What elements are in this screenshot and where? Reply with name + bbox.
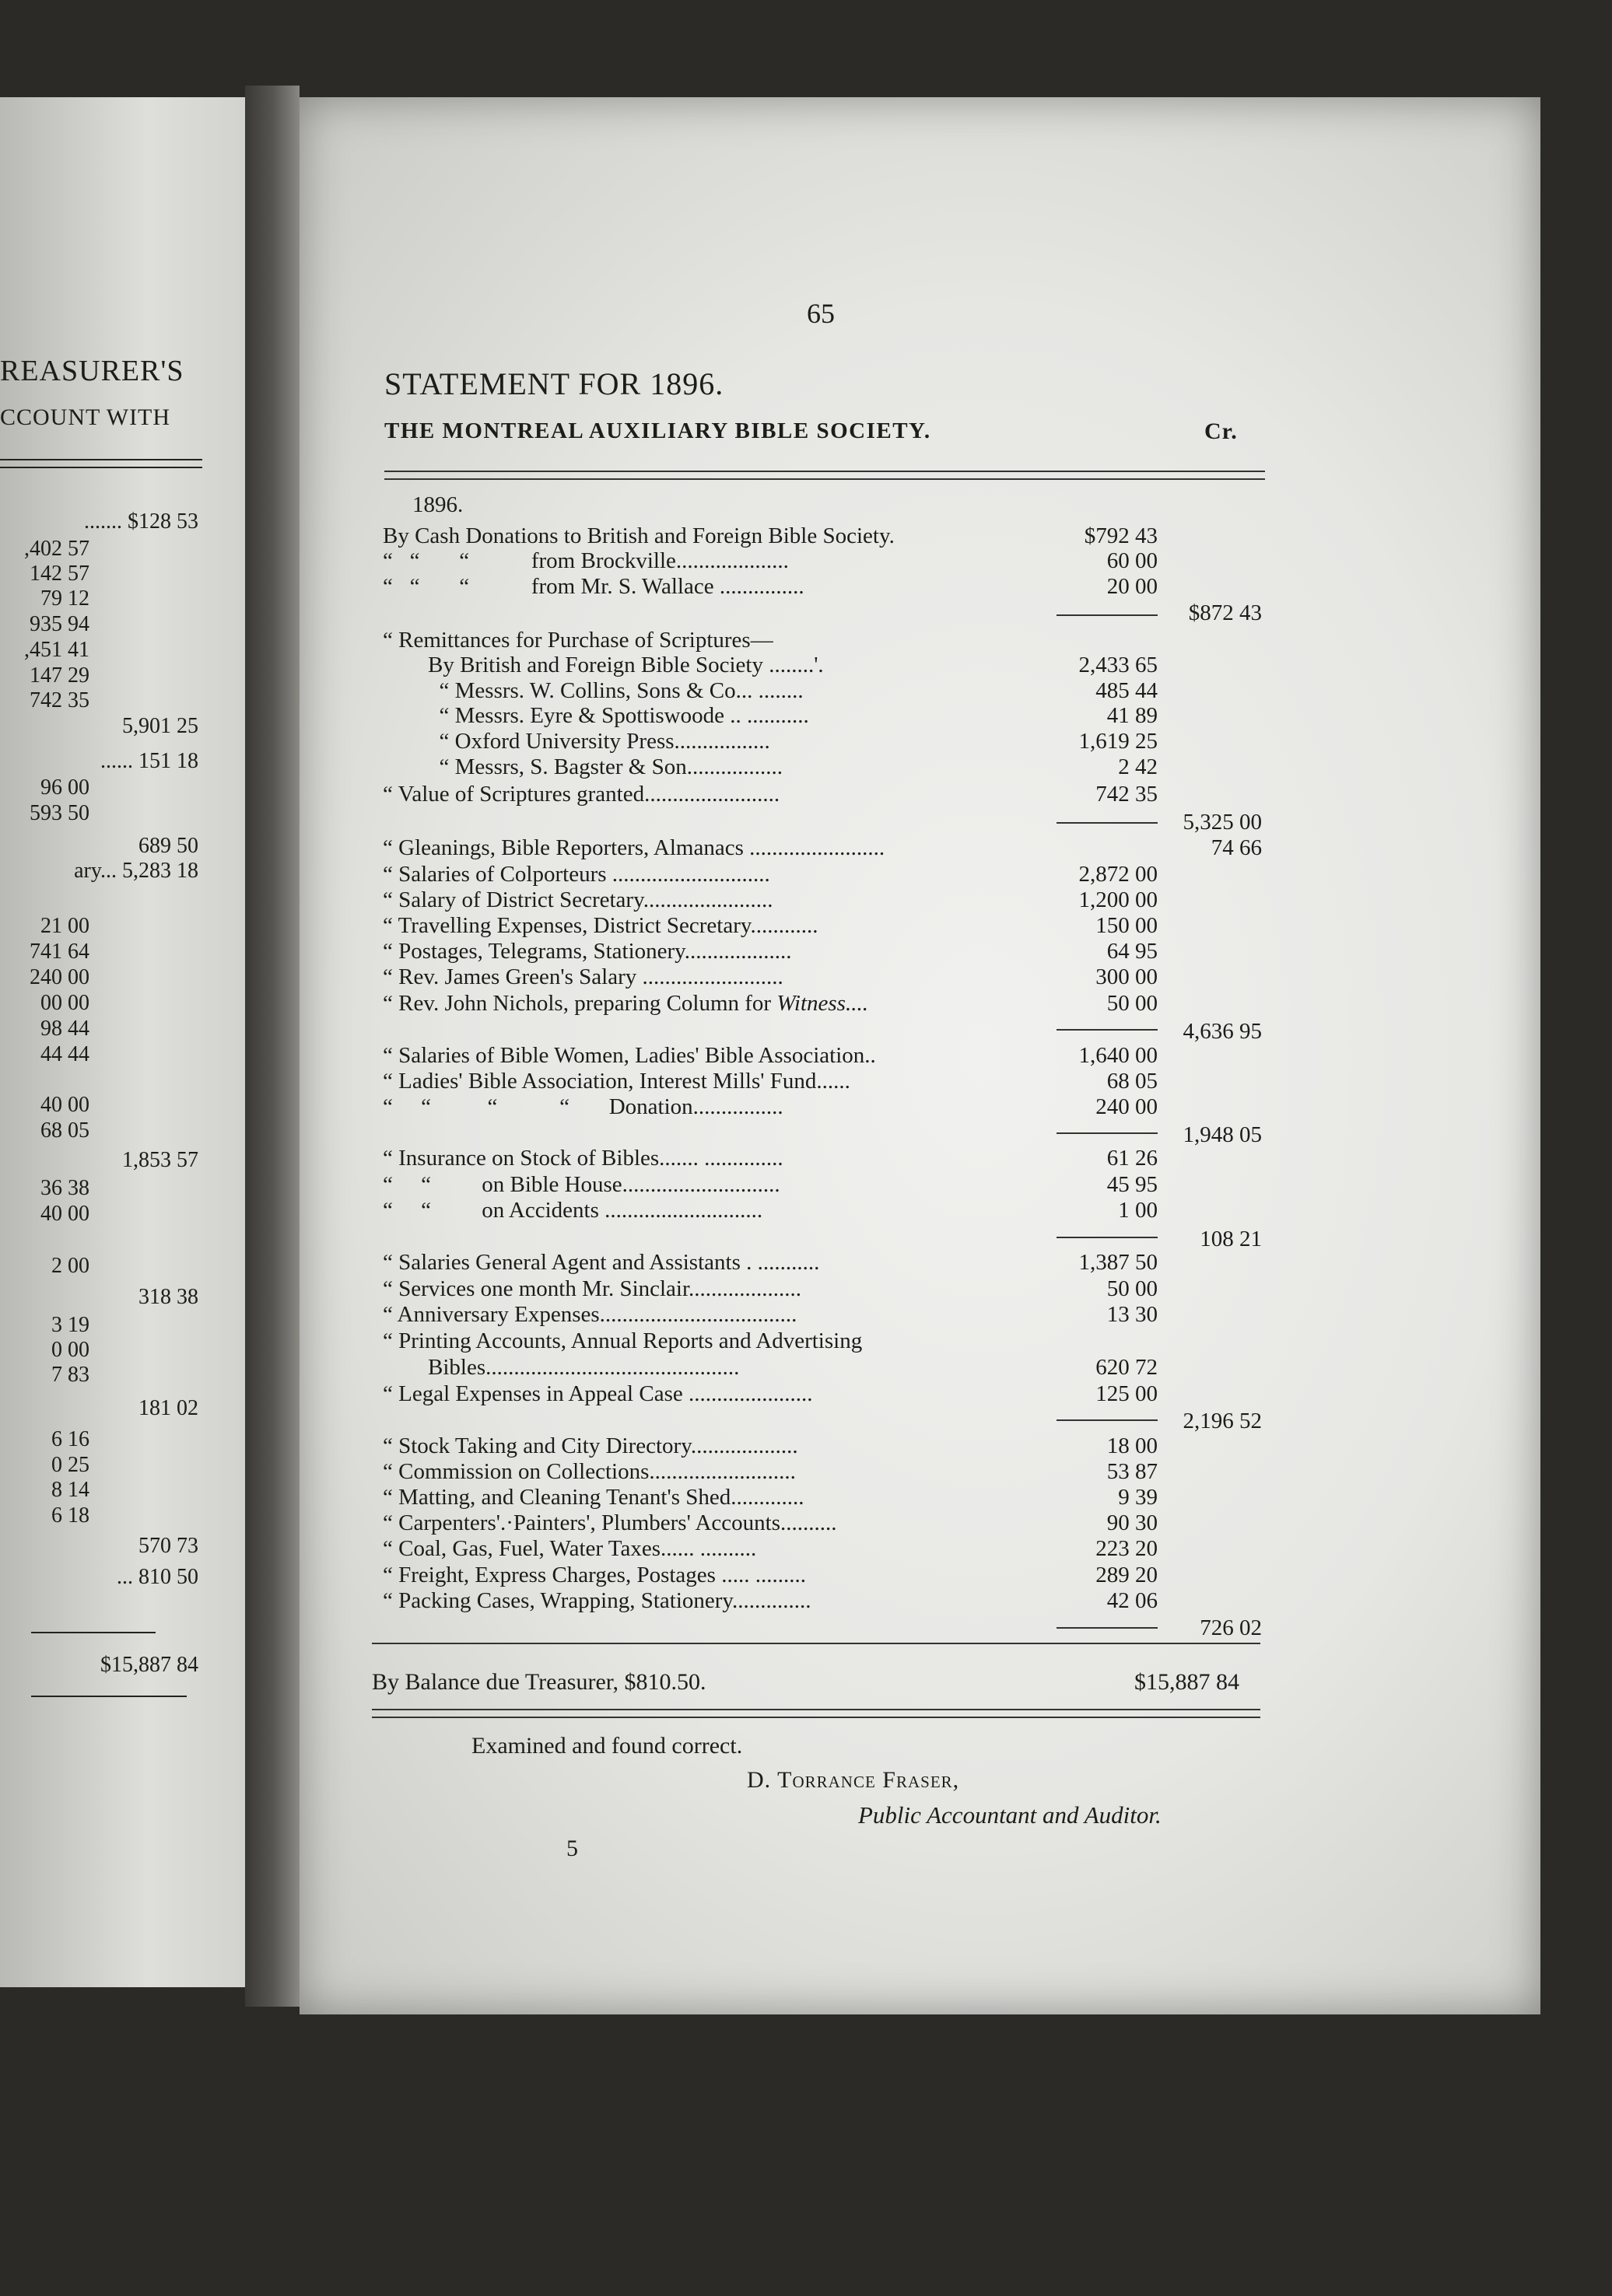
credit-label: Cr. xyxy=(1204,418,1238,444)
ledger-description: “ Packing Cases, Wrapping, Stationery.............. xyxy=(383,1588,811,1613)
left-page-line: 1,853 57 xyxy=(122,1148,198,1172)
header-rule xyxy=(384,478,1265,480)
ledger-row xyxy=(383,1068,1158,1094)
ledger-amount: 42 06 xyxy=(1106,1588,1158,1613)
section-total: 726 02 xyxy=(1200,1615,1262,1640)
left-page-line: ,451 41 xyxy=(24,638,89,662)
ledger-description: “ Freight, Express Charges, Postages ..... ......... xyxy=(383,1563,806,1587)
ledger-row xyxy=(383,1145,1158,1171)
ledger-description: “ Value of Scriptures granted........................ xyxy=(383,782,780,807)
ledger-description: “ “ on Bible House............................ xyxy=(383,1172,780,1197)
left-page-line: 00 00 xyxy=(40,991,89,1015)
ledger-row xyxy=(383,1433,1158,1459)
ledger-row xyxy=(383,1562,1158,1588)
ledger-description: “ “ on Accidents ............................ xyxy=(383,1198,763,1223)
left-total-rule xyxy=(31,1696,187,1697)
left-page-fragment xyxy=(0,97,245,1987)
section-total: $872 43 xyxy=(1188,600,1262,625)
left-page-line: 318 38 xyxy=(138,1285,198,1309)
ledger-description: “ Ladies' Bible Association, Interest Mills' Fund...... xyxy=(383,1069,850,1094)
ledger-row xyxy=(383,1381,1158,1407)
ledger-amount: 150 00 xyxy=(1095,913,1158,938)
ledger-amount: 2,872 00 xyxy=(1078,862,1158,887)
ledger-description: “ Oxford University Press................. xyxy=(383,729,770,754)
section-total: 4,636 95 xyxy=(1183,1019,1262,1044)
ledger-description: “ Legal Expenses in Appeal Case ...................... xyxy=(383,1381,813,1406)
ledger-row xyxy=(383,677,1158,704)
ledger-amount: 240 00 xyxy=(1095,1094,1158,1119)
ledger-row xyxy=(383,990,1158,1017)
left-page-line: 98 44 xyxy=(40,1017,89,1041)
left-page-line: 570 73 xyxy=(138,1534,198,1558)
statement-title: STATEMENT FOR 1896. xyxy=(384,366,724,401)
ledger-row xyxy=(383,573,1158,600)
ledger-description: “ Messrs, S. Bagster & Son................. xyxy=(383,754,783,779)
ledger-description: “ Messrs. W. Collins, Sons & Co... ........ xyxy=(383,678,804,703)
section-total: 5,325 00 xyxy=(1183,810,1262,835)
ledger-amount: 68 05 xyxy=(1106,1069,1158,1094)
ledger-amount: 53 87 xyxy=(1106,1459,1158,1484)
header-rule xyxy=(384,471,1265,472)
ledger-row xyxy=(383,652,1158,678)
ledger-description: “ Salaries General Agent and Assistants . ........... xyxy=(383,1250,820,1275)
ledger-amount: 2,433 65 xyxy=(1078,653,1158,677)
left-page-line: 741 64 xyxy=(30,940,89,964)
left-page-line: 8 14 xyxy=(51,1478,89,1502)
ledger-amount: 9 39 xyxy=(1118,1485,1158,1510)
ledger-description: “ Gleanings, Bible Reporters, Almanacs ........................ xyxy=(383,835,885,860)
ledger-description: By British and Foreign Bible Society ........'. xyxy=(383,653,824,677)
ledger-description: “ Services one month Mr. Sinclair.................... xyxy=(383,1276,802,1301)
balance-total: $15,887 84 xyxy=(1134,1669,1239,1695)
left-page-line: 40 00 xyxy=(40,1093,89,1117)
ledger-row xyxy=(383,1301,1158,1328)
ledger-amount: 1,387 50 xyxy=(1078,1250,1158,1275)
ledger-amount: 1 00 xyxy=(1118,1198,1158,1223)
ledger-description: “ Stock Taking and City Directory................... xyxy=(383,1433,798,1458)
ledger-description: “ “ “ from Mr. S. Wallace ............... xyxy=(383,574,804,599)
left-page-line: 36 38 xyxy=(40,1176,89,1200)
ledger-amount: 223 20 xyxy=(1095,1536,1158,1561)
left-total-rule xyxy=(31,1632,156,1633)
ledger-row xyxy=(383,1042,1158,1069)
ledger-amount: 45 95 xyxy=(1106,1172,1158,1197)
ledger-row xyxy=(383,548,1158,574)
ledger-amount: 41 89 xyxy=(1106,703,1158,728)
page-number: 65 xyxy=(807,298,835,329)
ledger-amount: 1,200 00 xyxy=(1078,887,1158,912)
ledger-amount: 485 44 xyxy=(1095,678,1158,703)
left-page-line: 181 02 xyxy=(138,1396,198,1420)
ledger-description: By Cash Donations to British and Foreign Bible Society. xyxy=(383,523,895,548)
ledger-description: “ Matting, and Cleaning Tenant's Shed............. xyxy=(383,1485,804,1510)
ledger-row xyxy=(383,523,1158,549)
left-page-line: 3 19 xyxy=(51,1313,89,1337)
ledger-description: “ Commission on Collections.......................... xyxy=(383,1459,796,1484)
ledger-row xyxy=(383,1328,1158,1354)
left-page-line: 742 35 xyxy=(30,688,89,712)
ledger-amount: 125 00 xyxy=(1095,1381,1158,1406)
ledger-row xyxy=(383,1484,1158,1510)
left-page-line: 240 00 xyxy=(30,965,89,989)
left-page-line: ...... 151 18 xyxy=(100,749,198,773)
balance-rule xyxy=(372,1717,1260,1718)
ledger-description: “ Messrs. Eyre & Spottiswoode .. ........... xyxy=(383,703,809,728)
left-page-line: 0 25 xyxy=(51,1453,89,1477)
footer-number: 5 xyxy=(566,1836,578,1861)
ledger-amount: 90 30 xyxy=(1106,1510,1158,1535)
left-page-line: 21 00 xyxy=(40,914,89,938)
left-page-line: 2 00 xyxy=(51,1254,89,1278)
ledger-description: “ Carpenters'.·Painters', Plumbers' Accounts.......... xyxy=(383,1510,837,1535)
ledger-amount: 64 95 xyxy=(1106,939,1158,964)
ledger-description: “ Printing Accounts, Annual Reports and Advertising xyxy=(383,1328,863,1353)
left-page-line: 6 18 xyxy=(51,1503,89,1528)
ledger-description: “ Salary of District Secretary....................... xyxy=(383,887,773,912)
ledger-amount: 20 00 xyxy=(1106,574,1158,599)
year-label: 1896. xyxy=(412,492,464,517)
society-heading: THE MONTREAL AUXILIARY BIBLE SOCIETY. xyxy=(384,418,931,443)
left-heading-1: REASURER'S xyxy=(0,355,184,387)
ledger-amount: 13 30 xyxy=(1106,1302,1158,1327)
ledger-row xyxy=(383,754,1158,780)
left-rule xyxy=(0,467,202,468)
ledger-row xyxy=(383,938,1158,964)
balance-rule xyxy=(372,1709,1260,1710)
ledger-description: Bibles............................................. xyxy=(383,1355,740,1380)
ledger-row xyxy=(383,887,1158,913)
ledger-description: “ Travelling Expenses, District Secretary............ xyxy=(383,913,818,938)
ledger-row xyxy=(383,1587,1158,1614)
section-total: 108 21 xyxy=(1200,1227,1262,1251)
left-page-line: ary... 5,283 18 xyxy=(74,859,198,883)
left-page-line: 96 00 xyxy=(40,775,89,800)
left-page-line: 5,901 25 xyxy=(122,714,198,738)
ledger-amount: 2 42 xyxy=(1118,754,1158,779)
ledger-description: “ Postages, Telegrams, Stationery................... xyxy=(383,939,792,964)
left-page-line: 935 94 xyxy=(30,612,89,636)
ledger-amount: 1,640 00 xyxy=(1078,1043,1158,1068)
ledger-description: “ Anniversary Expenses................................... xyxy=(383,1302,797,1327)
ledger-amount: 620 72 xyxy=(1095,1355,1158,1380)
ledger-row xyxy=(383,1197,1158,1223)
ledger-amount: 60 00 xyxy=(1106,548,1158,573)
left-page-line: ....... $128 53 xyxy=(84,509,198,534)
gutter xyxy=(245,86,300,2007)
ledger-description-italic: Witness.... xyxy=(776,991,868,1016)
ledger-description: “ “ “ from Brockville.................... xyxy=(383,548,789,573)
ledger-amount: 61 26 xyxy=(1106,1146,1158,1171)
left-page-line: 79 12 xyxy=(40,586,89,611)
section-total: 2,196 52 xyxy=(1183,1409,1262,1433)
ledger-description: “ Rev. John Nichols, preparing Column for Witness.... xyxy=(383,991,868,1016)
ledger-row xyxy=(383,728,1158,754)
left-heading-2: CCOUNT WITH xyxy=(0,404,171,430)
ledger-description: “ Salaries of Colporteurs ............................ xyxy=(383,862,770,887)
ledger-amount: $792 43 xyxy=(1084,523,1158,548)
ledger-row xyxy=(383,1354,1158,1381)
section-total: 74 66 xyxy=(1211,835,1262,860)
ledger-amount: 50 00 xyxy=(1106,991,1158,1016)
ledger-row xyxy=(383,912,1158,939)
ledger-description: “ Salaries of Bible Women, Ladies' Bible Association.. xyxy=(383,1043,876,1068)
left-page-line: 68 05 xyxy=(40,1118,89,1143)
ledger-description: “ “ “ “ Donation................ xyxy=(383,1094,783,1119)
auditor-title: Public Accountant and Auditor. xyxy=(858,1801,1162,1829)
ledger-amount: 50 00 xyxy=(1106,1276,1158,1301)
ledger-row xyxy=(383,861,1158,887)
left-page-line: 6 16 xyxy=(51,1427,89,1451)
left-page-line: 7 83 xyxy=(51,1363,89,1387)
ledger-row xyxy=(383,1535,1158,1562)
ledger-row xyxy=(383,835,1158,861)
ledger-description: “ Remittances for Purchase of Scriptures— xyxy=(383,628,773,653)
ledger-description: “ Coal, Gas, Fuel, Water Taxes...... .......... xyxy=(383,1536,757,1561)
left-page-line: $15,887 84 xyxy=(100,1653,198,1677)
ledger-amount: 742 35 xyxy=(1095,782,1158,807)
left-page-line: ,402 57 xyxy=(24,537,89,561)
ledger-amount: 18 00 xyxy=(1106,1433,1158,1458)
balance-rule xyxy=(372,1643,1260,1644)
left-page-line: 40 00 xyxy=(40,1202,89,1226)
section-total: 1,948 05 xyxy=(1183,1122,1262,1147)
left-page-line: 689 50 xyxy=(138,834,198,858)
ledger-description: “ Insurance on Stock of Bibles....... .............. xyxy=(383,1146,783,1171)
left-page-line: 0 00 xyxy=(51,1338,89,1362)
ledger-row xyxy=(383,1094,1158,1120)
ledger-row xyxy=(383,1510,1158,1536)
left-page-line: 44 44 xyxy=(40,1042,89,1066)
ledger-row xyxy=(383,1458,1158,1485)
ledger-row xyxy=(383,627,1158,653)
ledger-row xyxy=(383,781,1158,807)
ledger-row xyxy=(383,1276,1158,1302)
ledger-row xyxy=(383,702,1158,729)
balance-label: By Balance due Treasurer, $810.50. xyxy=(372,1669,706,1695)
ledger-amount: 1,619 25 xyxy=(1078,729,1158,754)
ledger-row xyxy=(383,964,1158,990)
ledger-description: “ Rev. James Green's Salary ......................... xyxy=(383,964,783,989)
ledger-amount: 300 00 xyxy=(1095,964,1158,989)
ledger-row xyxy=(383,1171,1158,1198)
left-page-line: 142 57 xyxy=(30,562,89,586)
left-page-line: 147 29 xyxy=(30,663,89,688)
left-page-line: 593 50 xyxy=(30,801,89,825)
ledger-row xyxy=(383,1249,1158,1276)
ledger-amount: 289 20 xyxy=(1095,1563,1158,1587)
left-rule xyxy=(0,459,202,460)
examined-note: Examined and found correct. xyxy=(471,1733,743,1759)
left-page-line: ... 810 50 xyxy=(117,1565,198,1589)
auditor-name: D. Torrance Fraser, xyxy=(747,1767,960,1793)
